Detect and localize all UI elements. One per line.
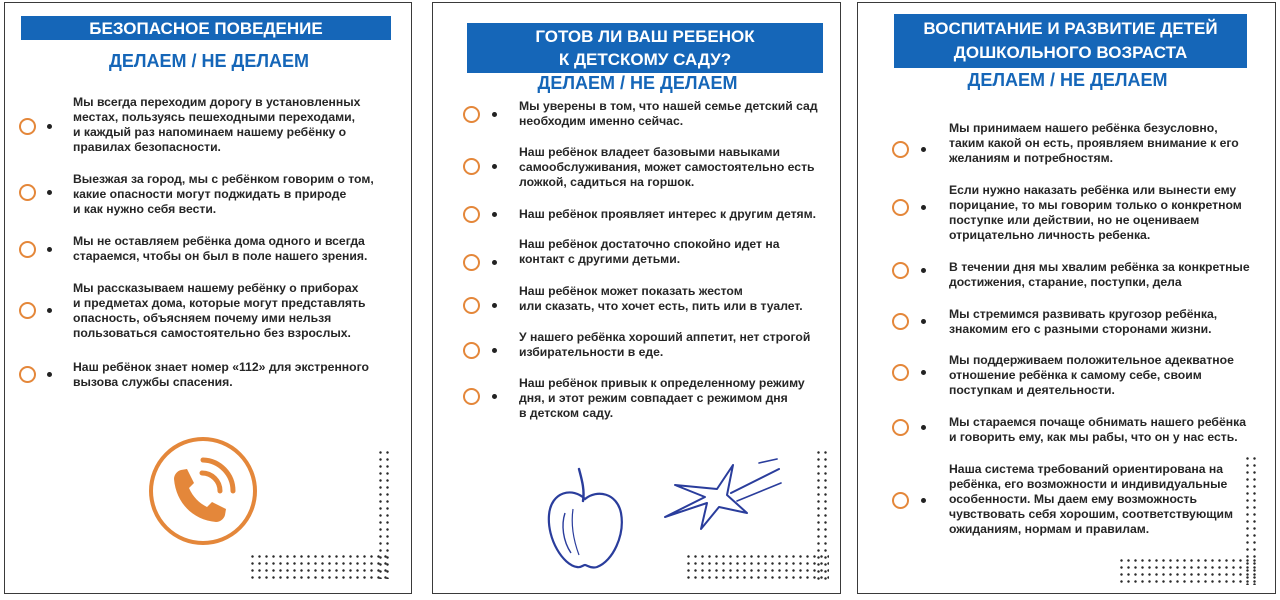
item-text: Наш ребёнок привык к определенному режиму дня, и этот режим совпадает с режимом дня в детском саду.: [519, 376, 805, 420]
bullet-icon: [47, 308, 52, 313]
item-text: Мы принимаем нашего ребёнка безусловно, таким какой он есть, проявляем внимание к его желаниям и потребностям.: [949, 121, 1239, 165]
checkbox-circle-icon[interactable]: [463, 297, 480, 314]
checkbox-circle-icon[interactable]: [892, 419, 909, 436]
bullet-icon: [492, 348, 497, 353]
card-safe-behavior: [4, 2, 412, 594]
bullet-icon: [921, 319, 926, 324]
card-upbringing-development: [857, 2, 1276, 594]
card-title-line-1: ВОСПИТАНИЕ И РАЗВИТИЕ ДЕТЕЙ: [923, 19, 1218, 38]
item-text: Мы всегда переходим дорогу в установленных местах, пользуясь пешеходными переходами, и каждый раз напоминаем нашему ребёнку о правилах безопасности.: [73, 95, 361, 154]
bullet-icon: [47, 372, 52, 377]
checkbox-circle-icon[interactable]: [463, 388, 480, 405]
card-kindergarten-readiness: [432, 2, 841, 594]
dot-pattern: [249, 553, 391, 581]
item-text: Наш ребёнок может показать жестом или сказать, что хочет есть, пить или в туалет.: [519, 284, 803, 313]
checkbox-circle-icon[interactable]: [892, 262, 909, 279]
item-text: Наша система требований ориентирована на ребёнка, его возможности и индивидуальные особенности. Мы даем ему возможность чувствовать себя хорошим, соответствующим ожиданиям, нормам и правилам.: [949, 462, 1234, 536]
checkbox-circle-icon[interactable]: [19, 302, 36, 319]
item-text: Мы рассказываем нашему ребёнку о приборах и предметах дома, которые могут представлять опасность, объясняем почему ими нельзя пользоваться самостоятельно без взрослых.: [73, 281, 366, 340]
checkbox-circle-icon[interactable]: [19, 184, 36, 201]
bullet-icon: [492, 212, 497, 217]
item-text: Наш ребёнок владеет базовыми навыками самообслуживания, может самостоятельно есть ложкой, садиться на горшок.: [519, 145, 815, 189]
bullet-icon: [47, 124, 52, 129]
checkbox-circle-icon[interactable]: [892, 141, 909, 158]
dot-pattern: [1118, 557, 1258, 585]
star-icon: [661, 457, 785, 541]
item-text: Мы не оставляем ребёнка дома одного и всегда стараемся, чтобы он был в поле нашего зрения.: [73, 234, 368, 263]
bullet-icon: [47, 190, 52, 195]
bullet-icon: [921, 425, 926, 430]
bullet-icon: [921, 268, 926, 273]
bullet-icon: [921, 147, 926, 152]
card-title-line-1: ГОТОВ ЛИ ВАШ РЕБЕНОК: [535, 27, 755, 46]
card-title: БЕЗОПАСНОЕ ПОВЕДЕНИЕ: [89, 19, 323, 38]
card-title-band: [894, 14, 1247, 68]
card-subtitle: ДЕЛАЕМ / НЕ ДЕЛАЕМ: [537, 73, 738, 93]
checkbox-circle-icon[interactable]: [463, 158, 480, 175]
item-text: Мы поддерживаем положительное адекватное отношение ребёнка к самому себе, своим поступкам и деятельности.: [949, 353, 1234, 397]
checkbox-circle-icon[interactable]: [463, 254, 480, 271]
item-text: Мы стремимся развивать кругозор ребёнка, знакомим его с разными сторонами жизни.: [949, 307, 1218, 336]
item-text: Наш ребёнок знает номер «112» для экстренного вызова службы спасения.: [73, 360, 369, 389]
bullet-icon: [492, 164, 497, 169]
card-title-band: [467, 23, 823, 73]
bullet-icon: [47, 247, 52, 252]
item-text: Мы уверены в том, что нашей семье детский сад необходим именно сейчас.: [519, 99, 818, 128]
apple-icon: [543, 465, 627, 577]
checkbox-circle-icon[interactable]: [463, 342, 480, 359]
bullet-icon: [492, 112, 497, 117]
checkbox-circle-icon[interactable]: [19, 241, 36, 258]
item-text: Если нужно наказать ребёнка или вынести ему порицание, то мы говорим только о конкретном поступке или действии, но не оцениваем отрицательно личность ребенка.: [949, 183, 1242, 242]
item-text: Мы стараемся почаще обнимать нашего ребёнка и говорить ему, как мы рабы, что он у нас есть.: [949, 415, 1246, 444]
checkbox-circle-icon[interactable]: [19, 118, 36, 135]
card-subtitle: ДЕЛАЕМ / НЕ ДЕЛАЕМ: [109, 51, 309, 71]
checkbox-circle-icon[interactable]: [19, 366, 36, 383]
checkbox-circle-icon[interactable]: [463, 106, 480, 123]
checkbox-circle-icon[interactable]: [892, 199, 909, 216]
item-text: В течении дня мы хвалим ребёнка за конкретные достижения, старание, поступки, дела: [949, 260, 1250, 289]
card-title-line-2: К ДЕТСКОМУ САДУ?: [558, 50, 732, 69]
checkbox-circle-icon[interactable]: [892, 313, 909, 330]
bullet-icon: [492, 260, 497, 265]
checkbox-circle-icon[interactable]: [463, 206, 480, 223]
bullet-icon: [921, 370, 926, 375]
checkbox-circle-icon[interactable]: [892, 364, 909, 381]
card-title-band: [21, 16, 391, 40]
bullet-icon: [492, 394, 497, 399]
card-subtitle: ДЕЛАЕМ / НЕ ДЕЛАЕМ: [967, 70, 1168, 90]
phone-icon: [147, 435, 259, 547]
item-text: Наш ребёнок проявляет интерес к другим детям.: [519, 207, 817, 221]
item-text: Наш ребёнок достаточно спокойно идет на контакт с другими детьми.: [519, 237, 780, 266]
item-text: Выезжая за город, мы с ребёнком говорим о том, какие опасности могут поджидать в природе и как нужно себя вести.: [73, 172, 374, 216]
bullet-icon: [492, 303, 497, 308]
dot-pattern: [685, 553, 829, 583]
checkbox-circle-icon[interactable]: [892, 492, 909, 509]
bullet-icon: [921, 498, 926, 503]
item-text: У нашего ребёнка хороший аппетит, нет строгой избирательности в еде.: [519, 330, 811, 359]
bullet-icon: [921, 205, 926, 210]
card-title-line-2: ДОШКОЛЬНОГО ВОЗРАСТА: [953, 43, 1188, 62]
